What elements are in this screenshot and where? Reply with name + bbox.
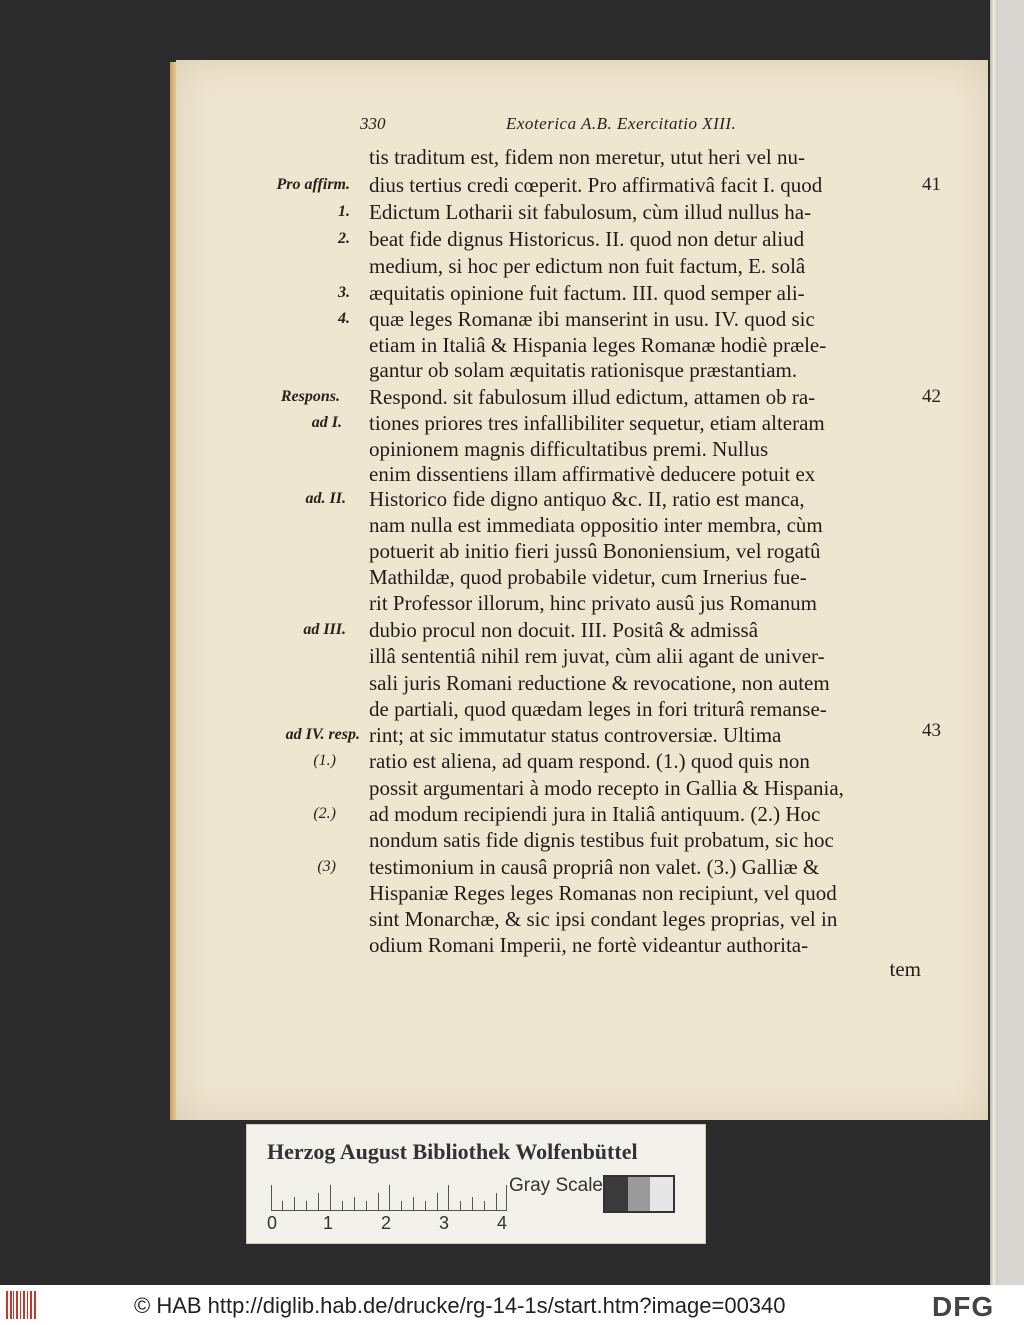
text-line: medium, si hoc per edictum non fuit factum, E. solâ [369, 254, 806, 278]
section-number-42: 42 [922, 386, 941, 407]
book-right-edge [990, 0, 1024, 1285]
text-line: nondum satis fide dignis testibus fuit probatum, sic hoc [369, 828, 834, 852]
ruler [271, 1181, 507, 1211]
text-line: beat fide dignus Historicus. II. quod non detur aliud [369, 227, 805, 251]
running-head: Exoterica A.B. Exercitatio XIII. [506, 114, 737, 133]
ruler-number: 0 [267, 1213, 278, 1233]
text-line: æquitatis opinione fuit factum. III. quod semper ali- [369, 281, 805, 305]
library-name: Herzog August Bibliothek Wolfenbüttel [267, 1139, 638, 1164]
margin-note-p1: (1.) [313, 752, 336, 769]
text-line: enim dissentiens illam affirmativè deducere potuit ex [369, 462, 816, 486]
color-calibration-card [246, 1124, 706, 1244]
margin-note-3: 3. [338, 284, 350, 301]
ruler-numbers [267, 1213, 527, 1235]
text-line: rint; at sic immutatur status controversiæ. Ultima [369, 723, 782, 747]
margin-note-ad-I: ad I. [311, 414, 342, 431]
copyright-url[interactable]: © HAB http://diglib.hab.de/drucke/rg-14-1s/start.htm?image=00340 [134, 1293, 786, 1318]
margin-note-ad-III: ad III. [303, 621, 346, 638]
margin-note-p3: (3) [317, 858, 336, 875]
ruler-number: 4 [497, 1213, 508, 1233]
text-line: dius tertius credi cœperit. Pro affirmativâ facit I. quod [369, 173, 823, 197]
margin-note-1: 1. [338, 203, 350, 220]
section-number-43: 43 [922, 720, 941, 741]
footer-bar [0, 1285, 1024, 1325]
text-line: potuerit ab initio fieri jussû Bononiensium, vel rogatû [369, 539, 821, 563]
margin-note-ad-II: ad. II. [305, 490, 346, 507]
text-line: illâ sententiâ nihil rem juvat, cùm alii agant de univer- [369, 644, 825, 668]
catchword: tem [889, 957, 921, 981]
text-line: gantur ob solam æquitatis rationisque præstantiam. [369, 358, 798, 382]
text-line: tiones priores tres infallibiliter sequetur, etiam alteram [369, 411, 825, 435]
text-line: quæ leges Romanæ ibi manserint in usu. IV. quod sic [369, 307, 815, 331]
ruler-number: 1 [323, 1213, 334, 1233]
text-line: ratio est aliena, ad quam respond. (1.) quod quis non [369, 749, 810, 773]
text-line: Mathildæ, quod probabile videtur, cum Irnerius fue- [369, 565, 807, 589]
margin-note-ad-IV: ad IV. resp. [285, 726, 360, 743]
text-line: sint Monarchæ, & sic ipsi condant leges proprias, vel in [369, 907, 838, 931]
text-line: etiam in Italiâ & Hispania leges Romanæ hodiè præle- [369, 333, 827, 357]
text-line: nam nulla est immediata oppositio inter membra, cùm [369, 513, 823, 537]
text-line: opinionem magnis difficultatibus premi. Nullus [369, 437, 769, 461]
section-number-41: 41 [922, 174, 941, 195]
margin-note-pro-affirm: Pro affirm. [276, 176, 350, 193]
text-line: de partiali, quod quædam leges in fori triturâ remanse- [369, 697, 827, 721]
text-line: dubio procul non docuit. III. Positâ & admissâ [369, 618, 759, 642]
hab-barcode-icon [6, 1291, 36, 1319]
text-line: Edictum Lotharii sit fabulosum, cùm illud nullus ha- [369, 200, 812, 224]
text-line: sali juris Romani reductione & revocatione, non autem [369, 671, 830, 695]
text-line: odium Romani Imperii, ne fortè videantur authorita- [369, 933, 809, 957]
text-line: tis traditum est, fidem non meretur, utut heri vel nu- [369, 145, 805, 169]
margin-note-2: 2. [338, 230, 350, 247]
text-line: rit Professor illorum, hinc privato ausû jus Romanum [369, 591, 817, 615]
ruler-number: 2 [381, 1213, 392, 1233]
gray-scale-swatches [603, 1175, 675, 1213]
text-line: possit argumentari à modo recepto in Gallia & Hispania, [369, 776, 844, 800]
page-number: 330 [360, 114, 386, 133]
text-line: Historico fide digno antiquo &c. II, ratio est manca, [369, 487, 805, 511]
margin-note-p2: (2.) [313, 805, 336, 822]
gray-scale-label: Gray Scale [509, 1175, 603, 1196]
margin-note-respons: Respons. [280, 388, 340, 405]
text-line: testimonium in causâ propriâ non valet. (3.) Galliæ & [369, 855, 820, 879]
margin-note-4: 4. [338, 310, 350, 327]
text-line: Respond. sit fabulosum illud edictum, attamen ob ra- [369, 385, 816, 409]
ruler-number: 3 [439, 1213, 450, 1233]
text-line: Hispaniæ Reges leges Romanas non recipiunt, vel quod [369, 881, 837, 905]
text-line: ad modum recipiendi jura in Italiâ antiquum. (2.) Hoc [369, 802, 821, 826]
dfg-logo: DFG [932, 1291, 995, 1322]
